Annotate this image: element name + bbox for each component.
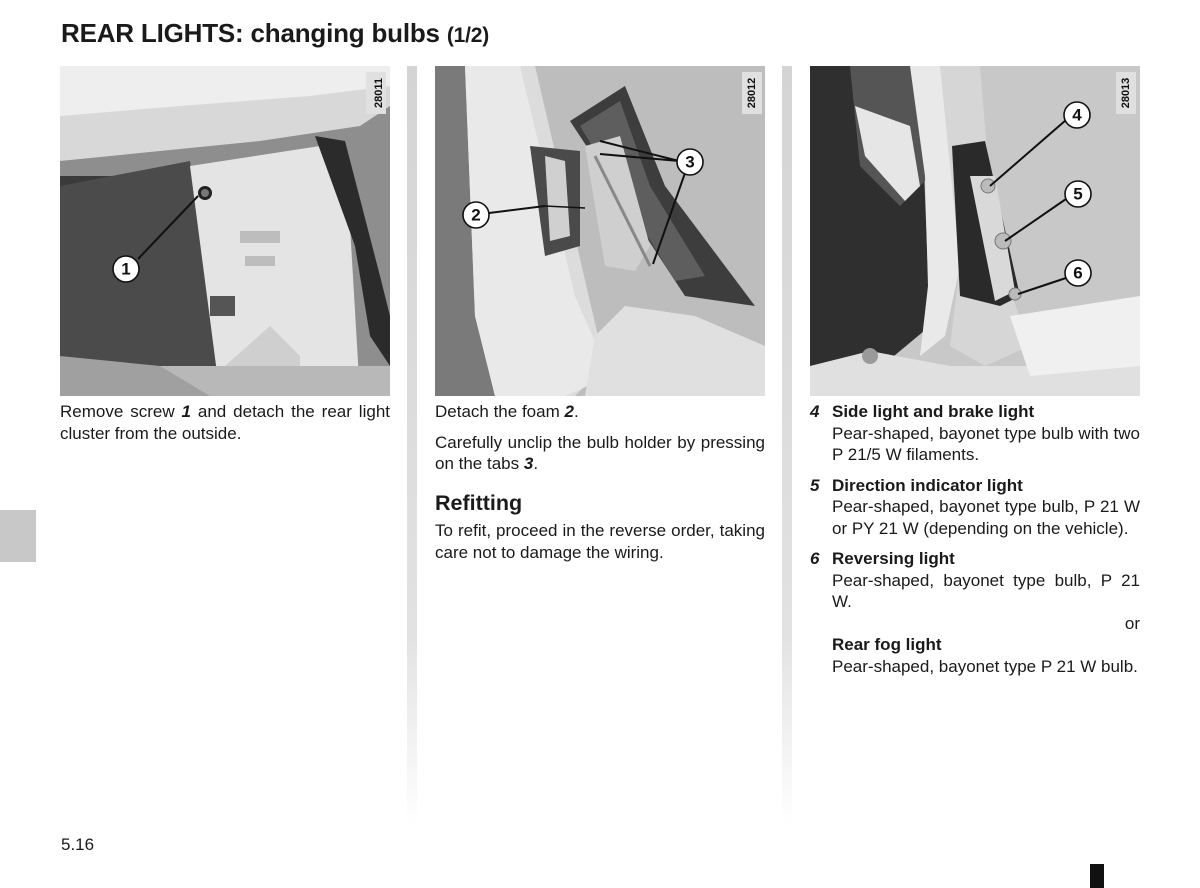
unclip-text-pre: Carefully unclip the bulb holder by pressing on the tabs	[435, 432, 765, 473]
bulb-item-heading: Reversing light	[832, 549, 955, 568]
callout-3: 3	[685, 152, 695, 172]
remove-screw-instruction	[60, 401, 390, 444]
figure-2	[435, 66, 765, 396]
figure-2-illustration	[435, 66, 765, 396]
column-separator-1	[407, 66, 417, 826]
unclip-instruction	[435, 432, 765, 475]
detach-foam-text-post: .	[573, 402, 579, 421]
refitting-text: To refit, proceed in the reverse order, taking care not to damage the wiring.	[435, 521, 765, 562]
page-title-part: (1/2)	[446, 24, 490, 47]
callout-5: 5	[1073, 184, 1083, 204]
bulb-item-5	[810, 475, 1140, 540]
bulb-item-description-2: Pear-shaped, bayonet type P 21 W bulb.	[832, 656, 1138, 676]
detach-foam-text-pre: Detach the foam	[435, 402, 565, 421]
callout-1: 1	[121, 259, 131, 279]
callout-2: 2	[471, 205, 481, 225]
callout-6: 6	[1073, 263, 1083, 283]
screw-ref: 1	[181, 402, 191, 421]
bulb-item-description: Pear-shaped, bayonet type bulb, P 21 W.	[832, 570, 1140, 611]
chapter-tab	[0, 510, 36, 562]
figure-2-code: 28012	[745, 77, 758, 109]
refitting-heading: Refitting	[435, 490, 523, 515]
column-3-text	[810, 401, 1140, 686]
remove-screw-text-post: and detach the rear light cluster from the outside.	[60, 402, 390, 443]
figure-3-illustration	[810, 66, 1140, 396]
bulb-item-number: 4	[810, 402, 820, 421]
column-separator-2	[782, 66, 792, 826]
detach-foam-instruction	[435, 401, 765, 423]
column-1-text	[60, 401, 390, 453]
bulb-item-or: or	[1124, 613, 1140, 633]
figure-3-code: 28013	[1119, 77, 1132, 109]
figure-3	[810, 66, 1140, 396]
remove-screw-text-pre: Remove screw	[60, 402, 182, 421]
bulb-item-number: 5	[810, 475, 820, 495]
callout-4: 4	[1072, 105, 1082, 125]
figure-1	[60, 66, 390, 396]
bulb-item-number: 6	[810, 549, 820, 568]
page-title-text: REAR LIGHTS: changing bulbs	[61, 18, 440, 48]
foam-ref: 2	[564, 402, 574, 421]
tabs-ref: 3	[523, 454, 534, 473]
bulb-item-description: Pear-shaped, bayonet type bulb with two P 21/5 W filaments.	[832, 423, 1140, 464]
page-number: 5.16	[61, 835, 95, 854]
figure-1-code: 28011	[372, 78, 385, 108]
bulb-item-description: Pear-shaped, bayonet type bulb, P 21 W or PY 21 W (depending on the vehicle).	[832, 497, 1140, 538]
bulb-item-heading-2: Rear fog light	[832, 635, 942, 654]
bulb-item-heading: Side light and brake light	[832, 402, 1035, 421]
page-corner-mark	[1090, 864, 1104, 888]
unclip-text-post: .	[533, 454, 539, 473]
column-2-text	[435, 401, 765, 572]
page-title	[61, 18, 489, 49]
figure-1-illustration	[60, 66, 390, 396]
bulb-item-4	[810, 401, 1140, 466]
bulb-item-6	[810, 548, 1140, 677]
bulb-item-heading: Direction indicator light	[832, 475, 1023, 495]
